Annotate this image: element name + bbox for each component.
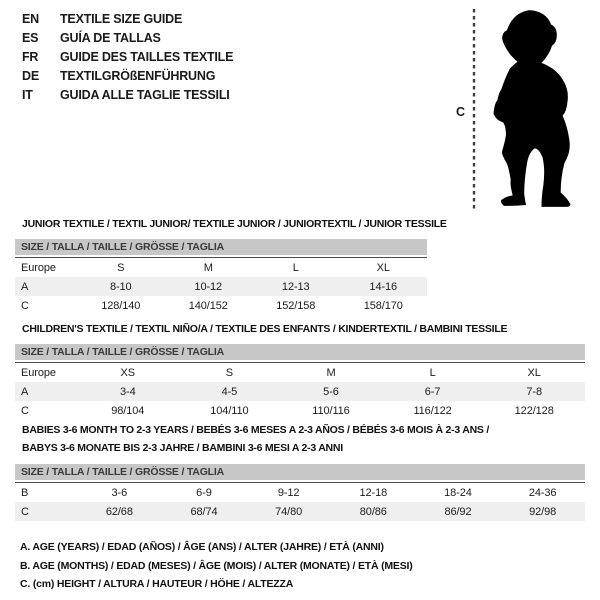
- language-row: [22, 85, 233, 104]
- size-cell: L: [292, 261, 299, 274]
- language-label: GUIDE DES TAILLES TEXTILE: [60, 49, 234, 64]
- size-cell: 128/140: [101, 299, 141, 312]
- size-cell: 8-10: [109, 280, 132, 293]
- height-label-c: C: [456, 105, 466, 119]
- language-code: ES: [22, 30, 39, 45]
- size-cell: 12-13: [281, 280, 310, 293]
- row-label: A: [21, 280, 29, 293]
- row-label: Europe: [21, 366, 56, 379]
- size-cell: 6-7: [424, 385, 441, 398]
- language-row: [22, 9, 233, 28]
- size-cell: 80/86: [359, 505, 387, 518]
- size-cell: XS: [120, 366, 136, 379]
- size-cell: XL: [376, 261, 390, 274]
- language-code: IT: [22, 87, 33, 102]
- size-cell: L: [429, 366, 436, 379]
- section-title-line: BABYS 3-6 MONATE BIS 2-3 JAHRE / BAMBINI 3-6 MESI A 2-3 ANNI: [22, 442, 343, 454]
- size-cell: 110/116: [312, 404, 350, 417]
- size-cell: 152/158: [276, 299, 316, 312]
- language-list: [22, 9, 233, 104]
- babies-size-table: [15, 464, 585, 521]
- table-row: [15, 483, 585, 503]
- size-cell: 3-4: [119, 385, 136, 398]
- section-title-children: CHILDREN'S TEXTILE / TEXTIL NIÑO/A / TEXTILE DES ENFANTS / KINDERTEXTIL / BAMBINI TESSILE: [22, 323, 508, 335]
- size-cell: M: [326, 366, 336, 379]
- size-header-bar: SIZE / TALLA / TAILLE / GRÖSSE / TAGLIA: [15, 239, 427, 255]
- language-label: GUÍA DE TALLAS: [60, 30, 161, 45]
- size-cell: S: [225, 366, 234, 379]
- size-cell: 122/128: [514, 404, 554, 417]
- row-label: A: [21, 385, 29, 398]
- size-cell: 86/92: [444, 505, 472, 518]
- language-row: [22, 47, 233, 66]
- section-title-line: BABIES 3-6 MONTH TO 2-3 YEARS / BEBÉS 3-6 MESES A 2-3 AÑOS / BÉBÉS 3-6 MOIS À 2-3 ANS /: [22, 424, 490, 436]
- size-cell: 7-8: [526, 385, 542, 398]
- table-row: [15, 296, 427, 315]
- size-cell: 10-12: [194, 280, 223, 293]
- size-cell: 18-24: [444, 486, 472, 499]
- language-label: TEXTILE SIZE GUIDE: [60, 11, 183, 26]
- size-cell: 9-12: [277, 486, 300, 499]
- size-cell: 12-18: [359, 486, 388, 499]
- size-cell: S: [117, 261, 125, 274]
- table-row: [15, 277, 427, 296]
- row-label: B: [21, 486, 29, 499]
- table-row: [15, 258, 427, 278]
- size-cell: 62/68: [105, 505, 133, 518]
- size-cell: 3-6: [111, 486, 128, 499]
- note-age-years: A. AGE (YEARS) / EDAD (AÑOS) / ÂGE (ANS) / ALTER (JAHRE) / ETÀ (ANNI): [20, 541, 384, 553]
- size-cell: 68/74: [190, 505, 218, 518]
- size-cell: 116/122: [413, 404, 452, 417]
- row-label: C: [21, 299, 29, 312]
- size-cell: 14-16: [369, 280, 398, 293]
- table-row: [15, 401, 585, 420]
- language-row: [22, 28, 233, 47]
- language-code: DE: [22, 68, 39, 83]
- row-label: C: [21, 404, 29, 417]
- table-row: [15, 363, 585, 383]
- size-cell: 5-6: [323, 385, 339, 398]
- size-cell: 74/80: [275, 505, 303, 518]
- section-title-babies: [22, 421, 582, 457]
- table-row: [15, 502, 585, 521]
- language-label: TEXTILGRÖßENFÜHRUNG: [60, 68, 216, 83]
- language-row: [22, 66, 233, 85]
- size-cell: 158/170: [363, 299, 403, 312]
- language-code: FR: [22, 49, 39, 64]
- language-code: EN: [22, 11, 39, 26]
- row-label: Europe: [21, 261, 56, 274]
- note-height-cm: C. (cm) HEIGHT / ALTURA / HAUTEUR / HÖHE / ALTEZZA: [20, 578, 294, 590]
- size-cell: 92/98: [529, 505, 557, 518]
- baby-silhouette-icon: [481, 7, 577, 209]
- size-header-bar: SIZE / TALLA / TAILLE / GRÖSSE / TAGLIA: [15, 344, 585, 360]
- height-dashed-line: [472, 9, 476, 209]
- note-age-months: B. AGE (MONTHS) / EDAD (MESES) / ÂGE (MOIS) / ALTER (MONATE) / ETÀ (MESI): [20, 559, 413, 572]
- size-cell: 6-9: [196, 486, 212, 499]
- junior-size-table: [15, 239, 427, 315]
- size-cell: 140/152: [188, 299, 228, 312]
- size-cell: 24-36: [528, 486, 557, 499]
- size-header-bar: SIZE / TALLA / TAILLE / GRÖSSE / TAGLIA: [15, 464, 585, 480]
- size-cell: M: [203, 261, 213, 274]
- row-label: C: [21, 505, 29, 518]
- size-cell: 4-5: [221, 385, 238, 398]
- size-cell: 104/110: [210, 404, 249, 417]
- legend-notes: [20, 538, 413, 594]
- size-cell: XL: [527, 366, 541, 379]
- children-size-table: [15, 344, 585, 420]
- table-row: [15, 382, 585, 401]
- section-title-junior: JUNIOR TEXTILE / TEXTIL JUNIOR/ TEXTILE JUNIOR / JUNIORTEXTIL / JUNIOR TESSILE: [22, 218, 447, 230]
- size-cell: 98/104: [111, 404, 145, 417]
- language-label: GUIDA ALLE TAGLIE TESSILI: [60, 87, 230, 102]
